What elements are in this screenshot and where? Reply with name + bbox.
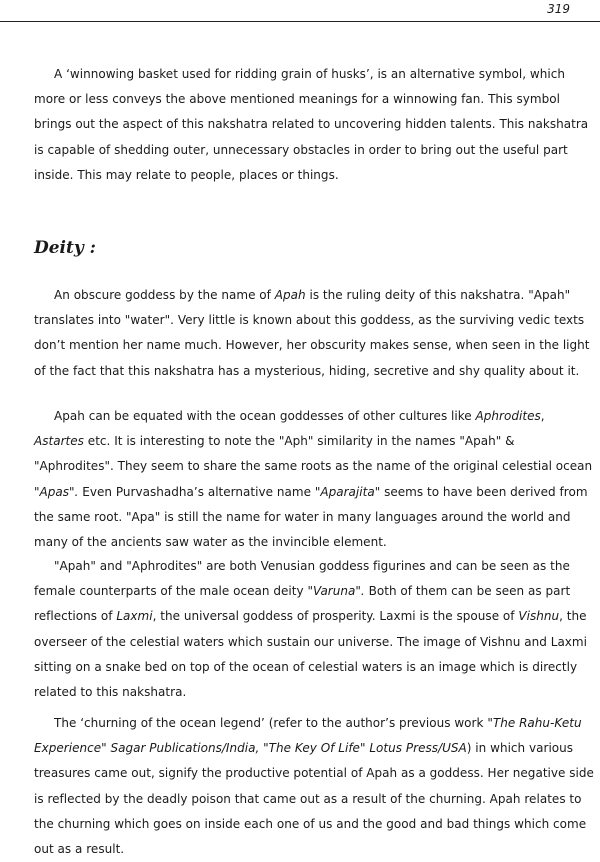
emphasis-aphrodites: Aphrodites xyxy=(475,409,541,423)
text-run: , the universal goddess of prosperity. Laxmi is the spouse of xyxy=(152,609,519,624)
section-heading-deity: Deity : xyxy=(34,238,96,258)
header-rule xyxy=(0,21,600,22)
emphasis-apas: "Apas". xyxy=(34,484,79,499)
emphasis-vishnu: Vishnu xyxy=(518,609,560,624)
text-run: , xyxy=(540,409,545,423)
emphasis-varuna: "Varuna". xyxy=(307,584,365,599)
text-run: Both of them can be seen as part reflections of xyxy=(34,584,571,624)
paragraph-churning-legend xyxy=(34,711,594,862)
paragraph-apah-goddess xyxy=(34,283,594,384)
page-number: 319 xyxy=(547,2,570,16)
paragraph-winnowing-basket: A ‘winnowing basket used for ridding grain of husks’, is an alternative symbol, which more or less conveys the above mentioned meanings for a winnowing fan. This symbol brings out the aspect of this nakshatra related to uncovering hidden talents. This nakshatra is capable of shedding outer, unnecessary obstacles in order to bring out the useful part inside. This may relate to people, places or things. xyxy=(34,67,589,182)
emphasis-aparajita: "Aparajita" xyxy=(314,484,381,499)
text-run: "Apah" and "Aphrodites" are both Venusian goddess figurines and can be seen as the female counterparts of the male ocean deity xyxy=(34,559,570,599)
text-run: An obscure goddess by the name of xyxy=(54,288,275,302)
text-run: , the overseer of the celestial waters which sustain our universe. The image of Vishnu and Laxmi sitting on a snake bed on top of the ocean of celestial waters is an image which is directly related to this nakshatra. xyxy=(34,609,587,700)
text-run: etc. It is interesting to note the "Aph" similarity in the names "Apah" & "Aphrodites". They seem to share the same roots as the name of the original celestial ocean xyxy=(34,434,593,474)
text-run: The ‘churning of the ocean legend’ (refer to the author’s previous work xyxy=(54,716,488,730)
emphasis-laxmi: Laxmi xyxy=(116,609,153,624)
paragraph-venusian-figurines xyxy=(34,554,594,705)
emphasis-apah: Apah xyxy=(274,288,306,302)
text-run: Even Purvashadha’s alternative name xyxy=(78,484,315,499)
text-run: seems to have been derived from the same root. "Apa" is still the name for water in many languages around the world and many of the ancients saw water as the invincible element. xyxy=(34,484,588,550)
text-run: Apah can be equated with the ocean goddesses of other cultures like xyxy=(54,409,476,423)
text-run: ) in which various treasures came out, signify the productive potential of Apah as a goddess. Her negative side is reflected by the deadly poison that came out as a result of the churning. Apah relates to the churning which goes on inside each one of us and the good and bad things which come out as a result. xyxy=(34,741,594,857)
emphasis-book-references: "The Rahu-Ketu Experience" Sagar Publications/India, "The Key Of Life" Lotus Press/USA xyxy=(34,716,582,756)
text-run: is the ruling deity of this nakshatra. "Apah" translates into "water". Very little is known about this goddess, as the surviving vedic texts don’t mention her name much. However, her obscurity makes sense, when seen in the light of the fact that this nakshatra has a mysterious, hiding, secretive and shy quality about it. xyxy=(34,288,590,378)
paragraph-ocean-goddesses xyxy=(34,404,594,555)
emphasis-astartes: Astartes xyxy=(34,434,84,449)
